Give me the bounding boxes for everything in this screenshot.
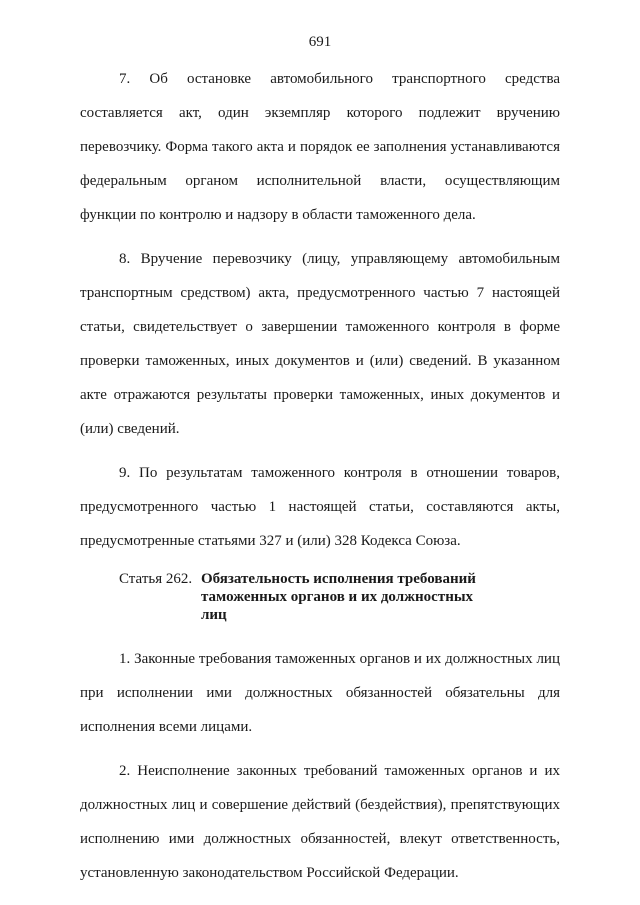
paragraph-9: 9. По результатам таможенного контроля в отношении товаров, предусмотренного частью 1 настоящей статьи, составляются акты, предусмотренные статьями 327 и (или) 328 Кодекса Союза. [80,465,560,549]
article-heading [80,570,560,624]
document-body [80,56,560,890]
page-number: 691 [308,34,332,50]
article-number: Статья 262. [119,571,193,587]
article-paragraph-1: 1. Законные требования таможенных органов и их должностных лиц при исполнении ими должностных обязанностей обязательны для исполнения всеми лицами. [80,651,560,735]
paragraph-8: 8. Вручение перевозчику (лицу, управляющему автомобильным транспортным средством) акта, предусмотренного частью 7 настоящей статьи, свидетельствует о завершении таможенного контроля в форме проверки таможенных, иных документов и (или) сведений. В указанном акте отражаются результаты проверки таможенных, иных документов и (или) сведений. [80,251,560,437]
article-paragraph-2: 2. Неисполнение законных требований таможенных органов и их должностных лиц и совершение действий (бездействия), препятствующих исполнению ими должностных обязанностей, влекут ответственность, установленную законодательством Российской Федерации. [80,763,560,881]
article-title: Обязательность исполнения требований таможенных органов и их должностных лиц [201,571,476,623]
paragraph-7: 7. Об остановке автомобильного транспортного средства составляется акт, один экземпляр которого подлежит вручению перевозчику. Форма такого акта и порядок ее заполнения устанавливаются федеральным органом исполнительной власти, осуществляющим функции по контролю и надзору в области таможенного дела. [80,71,560,223]
